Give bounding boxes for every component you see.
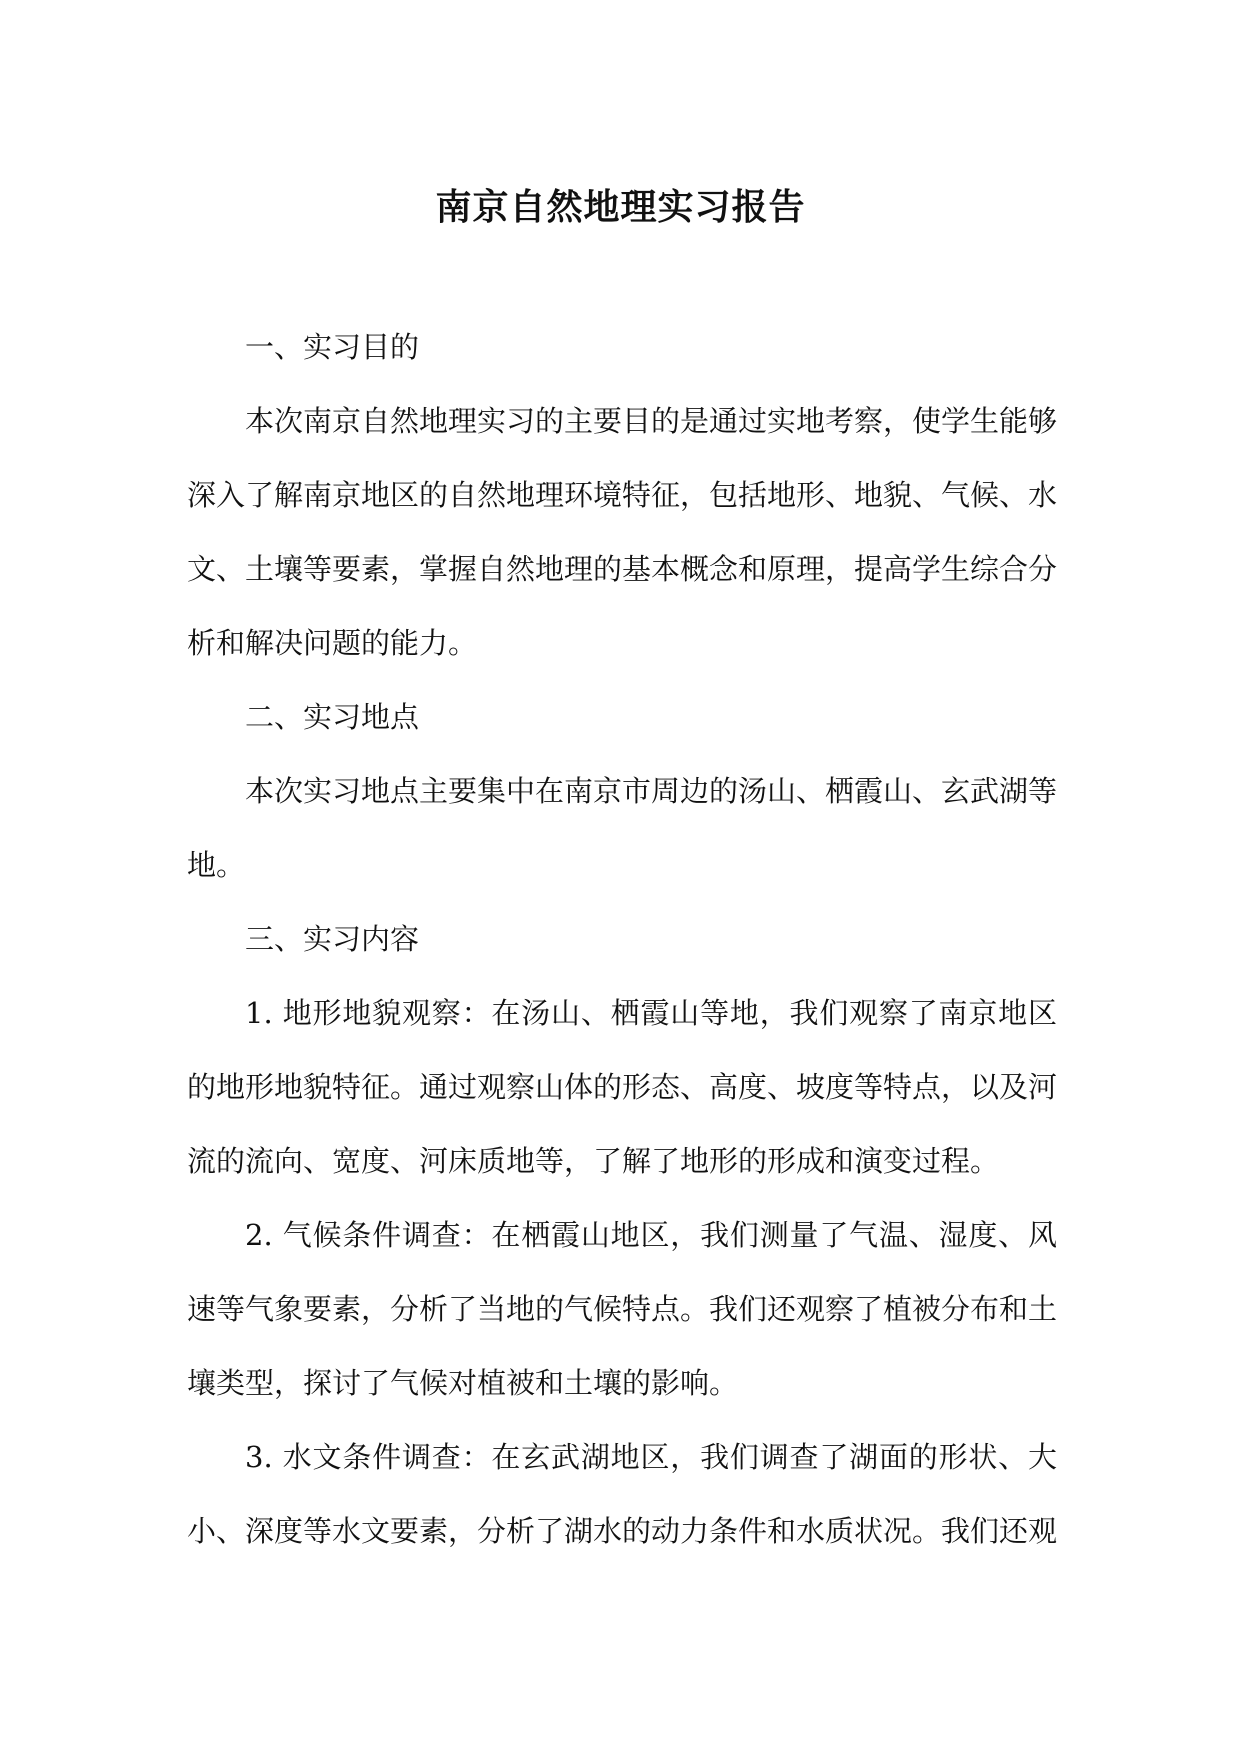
paragraph-location: 本次实习地点主要集中在南京市周边的汤山、栖霞山、玄武湖等地。 — [187, 774, 1058, 882]
paragraph-hydrology: 3. 水文条件调查：在玄武湖地区，我们调查了湖面的形状、大小、深度等水文要素，分析了湖水的动力条件和水质状况。我们还观 — [187, 1440, 1058, 1548]
paragraph-purpose: 本次南京自然地理实习的主要目的是通过实地考察，使学生能够深入了解南京地区的自然地理环境特征，包括地形、地貌、气候、水文、土壤等要素，掌握自然地理的基本概念和原理，提高学生综合分析和解决问题的能力。 — [187, 404, 1058, 660]
paragraph-terrain: 1. 地形地貌观察：在汤山、栖霞山等地，我们观察了南京地区的地形地貌特征。通过观察山体的形态、高度、坡度等特点，以及河流的流向、宽度、河床质地等，了解了地形的形成和演变过程。 — [187, 996, 1058, 1178]
page-title: 南京自然地理实习报告 — [435, 186, 806, 228]
section-heading-purpose: 一、实习目的 — [245, 330, 420, 364]
section-heading-content: 三、实习内容 — [245, 922, 420, 956]
section-heading-location: 二、实习地点 — [245, 700, 420, 734]
paragraph-climate: 2. 气候条件调查：在栖霞山地区，我们测量了气温、湿度、风速等气象要素，分析了当地的气候特点。我们还观察了植被分布和土壤类型，探讨了气候对植被和土壤的影响。 — [187, 1218, 1058, 1400]
document-body — [187, 310, 1057, 1568]
